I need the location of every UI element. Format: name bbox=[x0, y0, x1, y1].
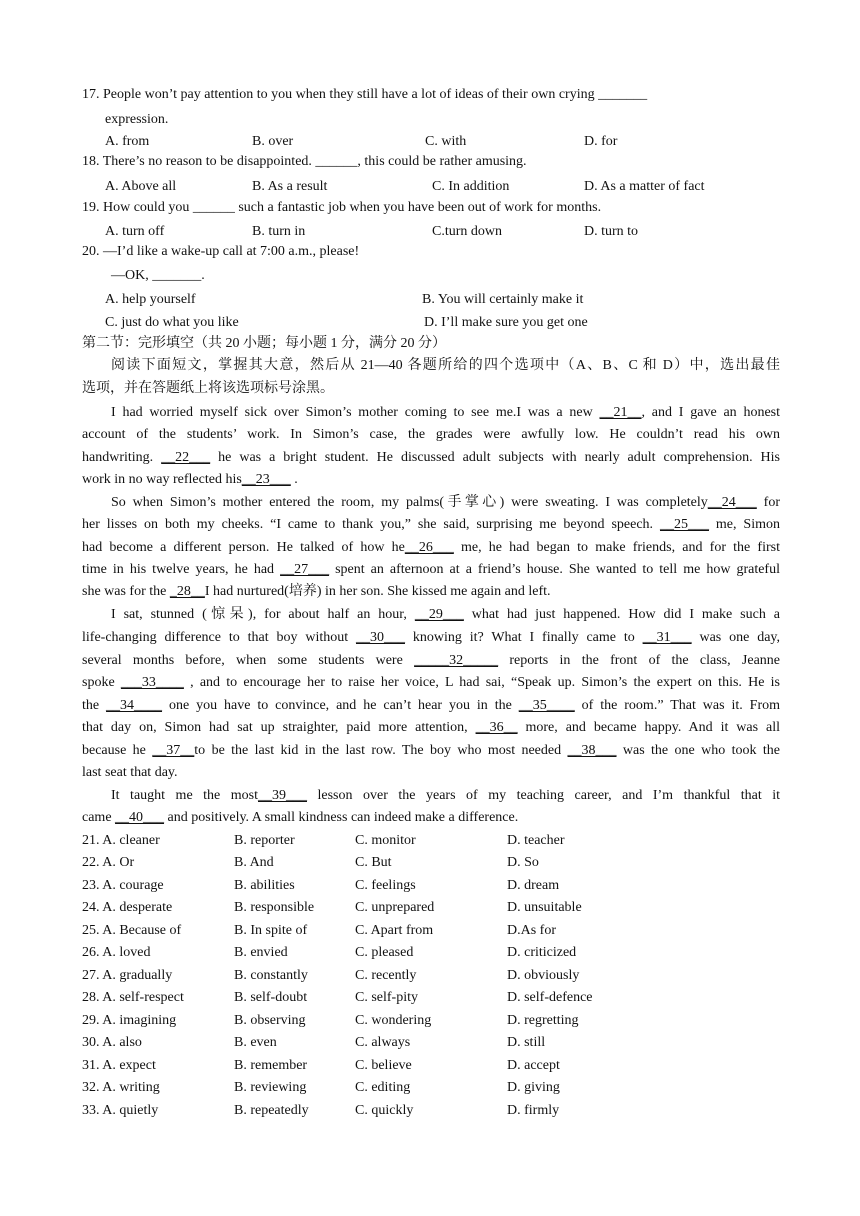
option-a: 29. A. imagining bbox=[82, 1013, 177, 1028]
option-c: C. unprepared bbox=[355, 900, 435, 915]
option-c: C. editing bbox=[355, 1080, 411, 1095]
option-a: 22. A. Or bbox=[82, 855, 135, 870]
option-a: 21. A. cleaner bbox=[82, 833, 160, 848]
passage-line: her lisses on both my cheeks. “I came to thank you,” she said, surprising me beyond speech. __25___ me, Simon bbox=[82, 517, 780, 532]
blank-37: __37__ bbox=[152, 743, 195, 758]
option-a: 30. A. also bbox=[82, 1035, 142, 1050]
option-c: C. believe bbox=[355, 1058, 412, 1073]
passage-line: came __40___ and positively. A small kindness can indeed make a difference. bbox=[82, 810, 519, 825]
option-b: B. observing bbox=[234, 1013, 306, 1028]
passage-line: handwriting. __22___ he was a bright student. He discussed adult subjects with nearly adult comprehension. His bbox=[82, 450, 781, 465]
option-d: D. accept bbox=[507, 1058, 560, 1073]
option-b: B. And bbox=[234, 855, 274, 870]
option-a: 31. A. expect bbox=[82, 1058, 156, 1073]
option-b: B. remember bbox=[234, 1058, 308, 1073]
option-b: B. responsible bbox=[234, 900, 315, 915]
option-c: C. self-pity bbox=[355, 990, 418, 1005]
option-c: C. monitor bbox=[355, 833, 416, 848]
blank-29: __29___ bbox=[414, 607, 464, 622]
blank-24: __24___ bbox=[707, 495, 757, 510]
passage-line: last seat that day. bbox=[82, 765, 178, 780]
option-d: D.As for bbox=[507, 923, 556, 938]
passage-line: So when Simon’s mother entered the room, my palms(手掌心) were sweating. I was completely__24___ for bbox=[111, 495, 780, 510]
blank-40: __40___ bbox=[115, 810, 165, 825]
passage-line: I had worried myself sick over Simon’s mother coming to see me.I was a new __21__, and I gave an honest bbox=[111, 405, 780, 420]
blank-25: __25___ bbox=[659, 517, 709, 532]
option-d: D. regretting bbox=[507, 1013, 579, 1028]
blank-32: _____32_____ bbox=[414, 653, 499, 668]
option-d: D. teacher bbox=[507, 833, 565, 848]
question-19-stem: 19. How could you ______ such a fantastic job when you have been out of work for months. bbox=[82, 200, 602, 215]
blank-21: __21__ bbox=[599, 405, 642, 420]
question-20-option-b: B. You will certainly make it bbox=[422, 292, 584, 307]
blank-26: __26___ bbox=[404, 540, 454, 555]
option-c: C. But bbox=[355, 855, 392, 870]
option-c: C. quickly bbox=[355, 1103, 414, 1118]
question-20-reply: —OK, _______. bbox=[111, 268, 205, 283]
question-18-option-a: A. Above all bbox=[105, 179, 177, 194]
section-instructions-cont: 选项，并在答题纸上将该选项标号涂黑。 bbox=[82, 381, 334, 396]
option-a: 26. A. loved bbox=[82, 945, 151, 960]
passage-line: had become a different person. He talked of how he__26___ me, he had began to make friends, and for the first bbox=[82, 540, 780, 555]
option-d: D. So bbox=[507, 855, 539, 870]
question-17-option-b: B. over bbox=[252, 134, 294, 149]
question-19-option-b: B. turn in bbox=[252, 224, 306, 239]
passage-line: I sat, stunned (惊呆), for about half an hour, __29___ what had just happened. How did I make such a bbox=[111, 607, 780, 622]
passage-line: life-changing difference to that boy without __30___ knowing it? What I finally came to __31___ was one day, bbox=[82, 630, 781, 645]
passage-line: several months before, when some students were _____32_____ reports in the front of the class, Jeanne bbox=[82, 653, 780, 668]
option-d: D. firmly bbox=[507, 1103, 560, 1118]
option-d: D. still bbox=[507, 1035, 546, 1050]
question-18-option-b: B. As a result bbox=[252, 179, 328, 194]
question-17-option-a: A. from bbox=[105, 134, 150, 149]
passage-line: spoke ___33____ , and to encourage her to raise her voice, L had sai, “Speak up. Simon’s the expert on this. He is bbox=[82, 675, 781, 690]
blank-34: __34____ bbox=[106, 698, 163, 713]
option-a: 24. A. desperate bbox=[82, 900, 173, 915]
passage-line: that day on, Simon had sat up straighter, paid more attention, __36__ more, and became happy. And it was all bbox=[82, 720, 781, 735]
passage-line: account of the students’ work. In Simon’s case, the grades were awfully low. He couldn’t read his own bbox=[82, 427, 780, 442]
passage-line: work in no way reflected his__23___ . bbox=[82, 472, 298, 487]
option-a: 28. A. self-respect bbox=[82, 990, 184, 1005]
option-c: C. always bbox=[355, 1035, 411, 1050]
question-17-option-c: C. with bbox=[425, 134, 467, 149]
option-a: 23. A. courage bbox=[82, 878, 164, 893]
passage-line: the __34____ one you have to convince, and he can’t hear you in the __35____ of the room.” That was it. From bbox=[82, 698, 780, 713]
option-a: 32. A. writing bbox=[82, 1080, 160, 1095]
question-19-option-a: A. turn off bbox=[105, 224, 165, 239]
blank-39: __39___ bbox=[258, 788, 307, 803]
blank-27: __27___ bbox=[280, 562, 330, 577]
option-c: C. pleased bbox=[355, 945, 414, 960]
option-b: B. In spite of bbox=[234, 923, 308, 938]
question-18-stem: 18. There’s no reason to be disappointed. ______, this could be rather amusing. bbox=[82, 154, 527, 169]
option-a: 25. A. Because of bbox=[82, 923, 182, 938]
option-b: B. reviewing bbox=[234, 1080, 307, 1095]
question-18-option-d: D. As a matter of fact bbox=[584, 179, 705, 194]
question-17-option-d: D. for bbox=[584, 134, 618, 149]
question-20-option-c: C. just do what you like bbox=[105, 315, 239, 330]
option-d: D. criticized bbox=[507, 945, 577, 960]
section-instructions: 阅读下面短文，掌握其大意，然后从 21—40 各题所给的四个选项中（A、B、C 和 D）中，选出最佳 bbox=[111, 358, 780, 373]
option-d: D. obviously bbox=[507, 968, 580, 983]
question-19-option-c: C.turn down bbox=[432, 224, 502, 239]
option-c: C. Apart from bbox=[355, 923, 434, 938]
option-c: C. wondering bbox=[355, 1013, 432, 1028]
blank-23: __23___ bbox=[241, 472, 291, 487]
option-b: B. even bbox=[234, 1035, 277, 1050]
question-17-stem: 17. People won’t pay attention to you when they still have a lot of ideas of their own crying _______ bbox=[82, 87, 648, 102]
blank-36: __36__ bbox=[475, 720, 518, 735]
option-c: C. feelings bbox=[355, 878, 416, 893]
option-d: D. unsuitable bbox=[507, 900, 582, 915]
question-19-option-d: D. turn to bbox=[584, 224, 639, 239]
option-d: D. giving bbox=[507, 1080, 560, 1095]
question-18-option-c: C. In addition bbox=[432, 179, 510, 194]
blank-22: __22___ bbox=[161, 450, 211, 465]
passage-line: she was for the _28__I had nurtured(培养) in her son. She kissed me again and left. bbox=[82, 584, 551, 599]
blank-38: __38___ bbox=[567, 743, 617, 758]
option-b: B. constantly bbox=[234, 968, 308, 983]
question-20-option-d: D. I’ll make sure you get one bbox=[424, 315, 588, 330]
option-b: B. abilities bbox=[234, 878, 295, 893]
option-b: B. reporter bbox=[234, 833, 295, 848]
option-b: B. envied bbox=[234, 945, 288, 960]
option-d: D. dream bbox=[507, 878, 560, 893]
question-17-stem-cont: expression. bbox=[105, 112, 169, 127]
section-heading: 第二节：完形填空（共 20 小题；每小题 1 分，满分 20 分） bbox=[82, 336, 446, 351]
blank-30: __30___ bbox=[355, 630, 405, 645]
option-b: B. repeatedly bbox=[234, 1103, 309, 1118]
blank-28: _28__ bbox=[169, 584, 205, 599]
passage-line: because he __37__to be the last kid in the last row. The boy who most needed __38___ was the one who took the bbox=[82, 743, 780, 758]
option-a: 27. A. gradually bbox=[82, 968, 173, 983]
passage-line: It taught me the most__39___ lesson over the years of my teaching career, and I’m thankful that it bbox=[111, 788, 781, 803]
blank-33: ___33____ bbox=[120, 675, 184, 690]
question-20-option-a: A. help yourself bbox=[105, 292, 196, 307]
question-20-stem: 20. —I’d like a wake-up call at 7:00 a.m., please! bbox=[82, 244, 360, 259]
blank-35: __35____ bbox=[518, 698, 575, 713]
option-d: D. self-defence bbox=[507, 990, 593, 1005]
option-b: B. self-doubt bbox=[234, 990, 308, 1005]
option-c: C. recently bbox=[355, 968, 417, 983]
blank-31: __31___ bbox=[642, 630, 692, 645]
passage-line: time in his twelve years, he had __27___ spent an afternoon at a friend’s house. She wanted to tell me how grateful bbox=[82, 562, 780, 577]
option-a: 33. A. quietly bbox=[82, 1103, 159, 1118]
